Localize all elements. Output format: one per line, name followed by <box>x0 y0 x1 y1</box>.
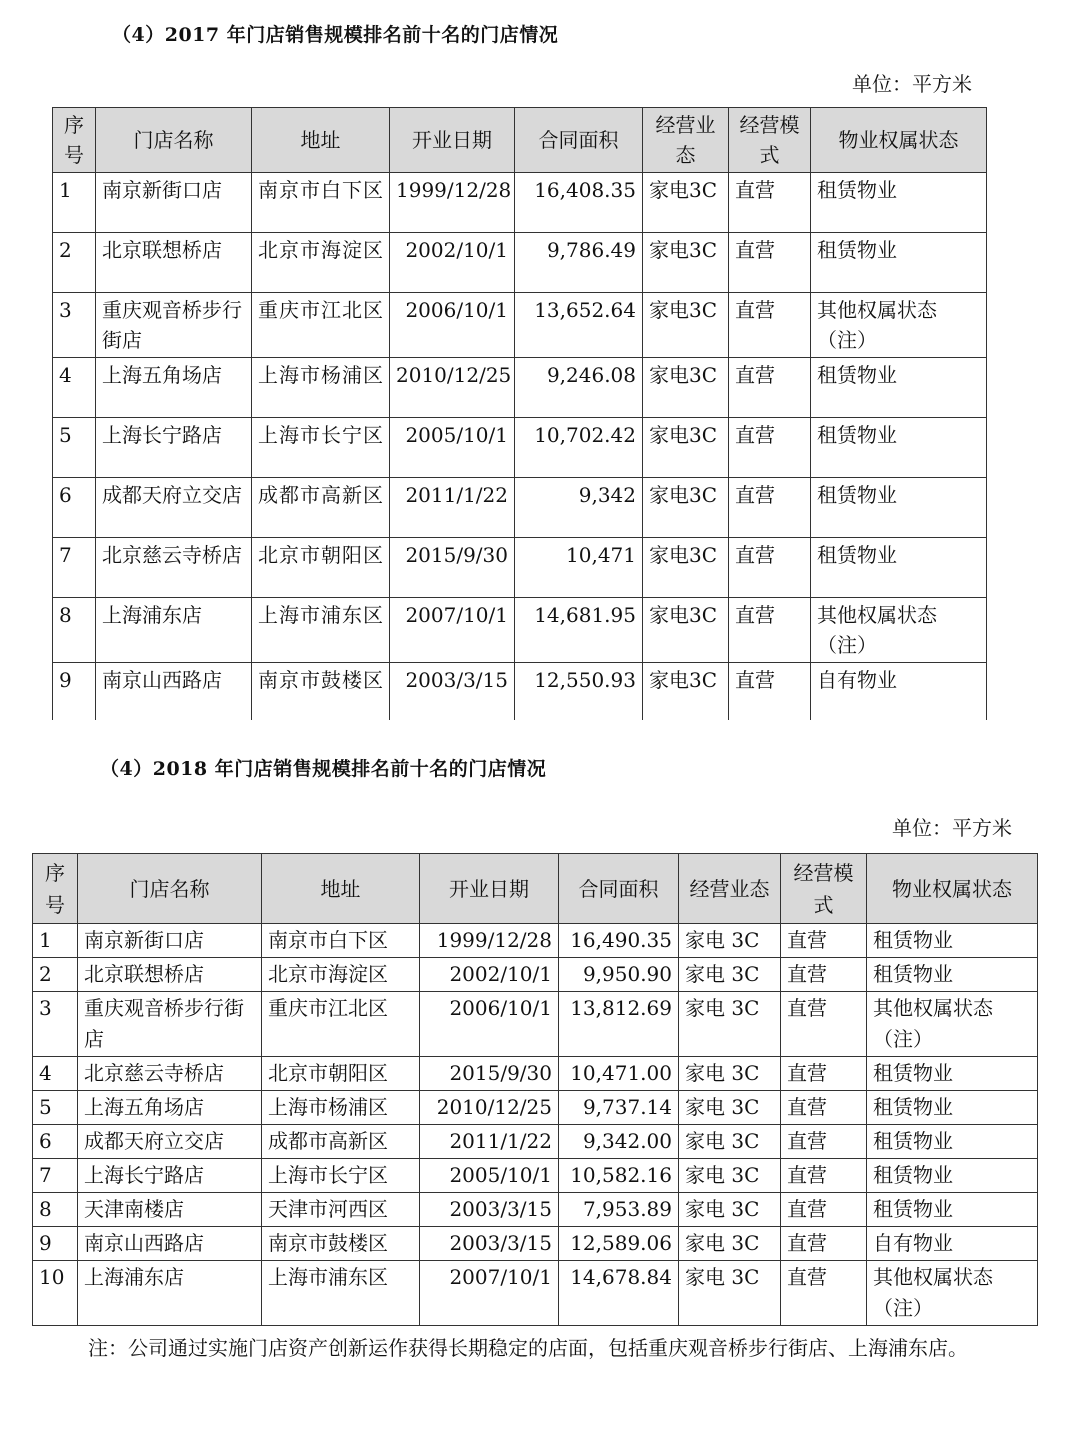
contract-area-cell: 12,550.93 <box>515 663 643 721</box>
property-status-cell: 租赁物业 <box>867 958 1038 992</box>
property-status-cell: 租赁物业 <box>867 1159 1038 1193</box>
table-row <box>53 418 987 478</box>
address-cell: 南京市白下区 <box>252 173 390 233</box>
header-cell: 合同面积 <box>559 854 679 924</box>
header-cell: 地址 <box>262 854 420 924</box>
row-number-cell: 2 <box>33 958 78 992</box>
row-number-cell: 1 <box>53 173 96 233</box>
store-name-cell: 北京联想桥店 <box>78 958 262 992</box>
table-row <box>33 1159 1038 1193</box>
contract-area-cell: 16,408.35 <box>515 173 643 233</box>
business-mode-cell: 直营 <box>729 478 811 538</box>
property-status-cell: 租赁物业 <box>867 1193 1038 1227</box>
table-row <box>53 598 987 663</box>
store-name-cell: 成都天府立交店 <box>96 478 252 538</box>
contract-area-cell: 9,950.90 <box>559 958 679 992</box>
header-cell: 开业日期 <box>420 854 559 924</box>
property-status-cell: 其他权属状态（注） <box>867 1261 1038 1326</box>
header-cell: 合同面积 <box>515 108 643 173</box>
store-name-cell: 南京新街口店 <box>96 173 252 233</box>
contract-area-cell: 9,737.14 <box>559 1091 679 1125</box>
property-status-cell: 租赁物业 <box>867 1125 1038 1159</box>
store-name-cell: 上海长宁路店 <box>78 1159 262 1193</box>
property-status-cell: 租赁物业 <box>811 538 987 598</box>
business-mode-cell: 直营 <box>781 1261 867 1326</box>
contract-area-cell: 14,678.84 <box>559 1261 679 1326</box>
open-date-cell: 2002/10/1 <box>390 233 515 293</box>
business-type-cell: 家电 3C <box>679 1159 781 1193</box>
business-mode-cell: 直营 <box>729 538 811 598</box>
table-row <box>33 1091 1038 1125</box>
store-name-cell: 北京慈云寺桥店 <box>78 1057 262 1091</box>
contract-area-cell: 7,953.89 <box>559 1193 679 1227</box>
section2-header-row <box>33 854 1038 924</box>
row-number-cell: 6 <box>53 478 96 538</box>
table-row <box>33 1227 1038 1261</box>
address-cell: 成都市高新区 <box>262 1125 420 1159</box>
property-status-cell: 自有物业 <box>867 1227 1038 1261</box>
business-mode-cell: 直营 <box>729 233 811 293</box>
contract-area-cell: 13,652.64 <box>515 293 643 358</box>
business-type-cell: 家电 3C <box>679 958 781 992</box>
business-type-cell: 家电 3C <box>679 924 781 958</box>
store-name-cell: 重庆观音桥步行街店 <box>96 293 252 358</box>
business-type-cell: 家电 3C <box>679 1057 781 1091</box>
business-mode-cell: 直营 <box>729 663 811 721</box>
open-date-cell: 2005/10/1 <box>420 1159 559 1193</box>
store-name-cell: 南京新街口店 <box>78 924 262 958</box>
table-row <box>33 924 1038 958</box>
open-date-cell: 2005/10/1 <box>390 418 515 478</box>
business-mode-cell: 直营 <box>781 1227 867 1261</box>
open-date-cell: 2006/10/1 <box>420 992 559 1057</box>
header-cell: 门店名称 <box>78 854 262 924</box>
contract-area-cell: 10,702.42 <box>515 418 643 478</box>
header-cell: 经营模式 <box>781 854 867 924</box>
contract-area-cell: 10,582.16 <box>559 1159 679 1193</box>
open-date-cell: 2003/3/15 <box>390 663 515 721</box>
open-date-cell: 2003/3/15 <box>420 1227 559 1261</box>
table-row <box>33 1193 1038 1227</box>
table-row <box>33 1261 1038 1326</box>
row-number-cell: 8 <box>33 1193 78 1227</box>
row-number-cell: 9 <box>33 1227 78 1261</box>
property-status-cell: 租赁物业 <box>811 233 987 293</box>
header-cell: 开业日期 <box>390 108 515 173</box>
business-type-cell: 家电 3C <box>679 992 781 1057</box>
header-cell: 经营业态 <box>643 108 729 173</box>
address-cell: 北京市朝阳区 <box>262 1057 420 1091</box>
business-type-cell: 家电3C <box>643 418 729 478</box>
table-row <box>53 538 987 598</box>
open-date-cell: 2010/12/25 <box>420 1091 559 1125</box>
property-status-cell: 其他权属状态（注） <box>811 293 987 358</box>
open-date-cell: 2002/10/1 <box>420 958 559 992</box>
row-number-cell: 8 <box>53 598 96 663</box>
business-mode-cell: 直营 <box>781 1091 867 1125</box>
store-name-cell: 成都天府立交店 <box>78 1125 262 1159</box>
row-number-cell: 3 <box>53 293 96 358</box>
address-cell: 重庆市江北区 <box>262 992 420 1057</box>
business-mode-cell: 直营 <box>729 598 811 663</box>
open-date-cell: 2010/12/25 <box>390 358 515 418</box>
open-date-cell: 2015/9/30 <box>420 1057 559 1091</box>
open-date-cell: 2007/10/1 <box>420 1261 559 1326</box>
property-status-cell: 租赁物业 <box>811 173 987 233</box>
section1-unit: 单位：平方米 <box>852 72 972 96</box>
header-cell: 序号 <box>33 854 78 924</box>
address-cell: 天津市河西区 <box>262 1193 420 1227</box>
open-date-cell: 2011/1/22 <box>390 478 515 538</box>
contract-area-cell: 10,471 <box>515 538 643 598</box>
business-type-cell: 家电 3C <box>679 1227 781 1261</box>
table-row <box>33 1057 1038 1091</box>
business-type-cell: 家电3C <box>643 663 729 721</box>
store-name-cell: 天津南楼店 <box>78 1193 262 1227</box>
address-cell: 上海市长宁区 <box>252 418 390 478</box>
row-number-cell: 7 <box>33 1159 78 1193</box>
contract-area-cell: 9,342 <box>515 478 643 538</box>
row-number-cell: 1 <box>33 924 78 958</box>
table-row <box>53 358 987 418</box>
property-status-cell: 其他权属状态（注） <box>811 598 987 663</box>
section1-header-row <box>53 108 987 173</box>
open-date-cell: 2015/9/30 <box>390 538 515 598</box>
store-name-cell: 上海浦东店 <box>78 1261 262 1326</box>
contract-area-cell: 9,786.49 <box>515 233 643 293</box>
contract-area-cell: 9,342.00 <box>559 1125 679 1159</box>
business-mode-cell: 直营 <box>729 358 811 418</box>
business-mode-cell: 直营 <box>781 1057 867 1091</box>
store-name-cell: 上海五角场店 <box>78 1091 262 1125</box>
row-number-cell: 5 <box>53 418 96 478</box>
address-cell: 上海市浦东区 <box>252 598 390 663</box>
business-type-cell: 家电3C <box>643 173 729 233</box>
open-date-cell: 2006/10/1 <box>390 293 515 358</box>
business-type-cell: 家电3C <box>643 478 729 538</box>
business-type-cell: 家电3C <box>643 358 729 418</box>
header-cell: 物业权属状态 <box>867 854 1038 924</box>
row-number-cell: 4 <box>53 358 96 418</box>
section1-heading: （4）2017 年门店销售规模排名前十名的门店情况 <box>112 24 559 46</box>
store-name-cell: 北京联想桥店 <box>96 233 252 293</box>
contract-area-cell: 16,490.35 <box>559 924 679 958</box>
row-number-cell: 2 <box>53 233 96 293</box>
address-cell: 成都市高新区 <box>252 478 390 538</box>
store-name-cell: 重庆观音桥步行街店 <box>78 992 262 1057</box>
contract-area-cell: 9,246.08 <box>515 358 643 418</box>
property-status-cell: 自有物业 <box>811 663 987 721</box>
row-number-cell: 9 <box>53 663 96 721</box>
header-cell: 经营模式 <box>729 108 811 173</box>
section2-unit: 单位：平方米 <box>892 816 1012 840</box>
address-cell: 上海市浦东区 <box>262 1261 420 1326</box>
section1-table-clip <box>52 107 988 720</box>
business-mode-cell: 直营 <box>781 1125 867 1159</box>
table-row <box>53 293 987 358</box>
business-type-cell: 家电 3C <box>679 1193 781 1227</box>
business-type-cell: 家电 3C <box>679 1261 781 1326</box>
business-mode-cell: 直营 <box>729 418 811 478</box>
open-date-cell: 1999/12/28 <box>420 924 559 958</box>
row-number-cell: 10 <box>33 1261 78 1326</box>
table-row <box>33 1125 1038 1159</box>
property-status-cell: 其他权属状态（注） <box>867 992 1038 1057</box>
business-type-cell: 家电 3C <box>679 1125 781 1159</box>
table-row <box>53 173 987 233</box>
header-cell: 门店名称 <box>96 108 252 173</box>
row-number-cell: 5 <box>33 1091 78 1125</box>
business-mode-cell: 直营 <box>729 293 811 358</box>
business-mode-cell: 直营 <box>781 992 867 1057</box>
open-date-cell: 2011/1/22 <box>420 1125 559 1159</box>
business-mode-cell: 直营 <box>781 1193 867 1227</box>
store-name-cell: 上海浦东店 <box>96 598 252 663</box>
section2-heading: （4）2018 年门店销售规模排名前十名的门店情况 <box>100 758 547 780</box>
open-date-cell: 2007/10/1 <box>390 598 515 663</box>
contract-area-cell: 13,812.69 <box>559 992 679 1057</box>
address-cell: 上海市杨浦区 <box>262 1091 420 1125</box>
store-name-cell: 南京山西路店 <box>96 663 252 721</box>
business-mode-cell: 直营 <box>781 924 867 958</box>
business-mode-cell: 直营 <box>781 1159 867 1193</box>
header-cell: 序号 <box>53 108 96 173</box>
business-mode-cell: 直营 <box>729 173 811 233</box>
store-name-cell: 北京慈云寺桥店 <box>96 538 252 598</box>
header-cell: 物业权属状态 <box>811 108 987 173</box>
address-cell: 南京市白下区 <box>262 924 420 958</box>
row-number-cell: 6 <box>33 1125 78 1159</box>
business-type-cell: 家电3C <box>643 233 729 293</box>
business-type-cell: 家电3C <box>643 293 729 358</box>
footnote: 注：公司通过实施门店资产创新运作获得长期稳定的店面，包括重庆观音桥步行街店、上海浦东店。 <box>88 1336 968 1360</box>
contract-area-cell: 10,471.00 <box>559 1057 679 1091</box>
business-type-cell: 家电3C <box>643 538 729 598</box>
property-status-cell: 租赁物业 <box>811 418 987 478</box>
address-cell: 北京市朝阳区 <box>252 538 390 598</box>
store-name-cell: 南京山西路店 <box>78 1227 262 1261</box>
contract-area-cell: 12,589.06 <box>559 1227 679 1261</box>
contract-area-cell: 14,681.95 <box>515 598 643 663</box>
address-cell: 上海市杨浦区 <box>252 358 390 418</box>
table-row <box>33 958 1038 992</box>
address-cell: 南京市鼓楼区 <box>262 1227 420 1261</box>
business-type-cell: 家电3C <box>643 598 729 663</box>
row-number-cell: 3 <box>33 992 78 1057</box>
store-name-cell: 上海五角场店 <box>96 358 252 418</box>
business-type-cell: 家电 3C <box>679 1091 781 1125</box>
row-number-cell: 7 <box>53 538 96 598</box>
table-row <box>53 233 987 293</box>
address-cell: 北京市海淀区 <box>252 233 390 293</box>
section2-table <box>32 853 1038 1326</box>
table-row <box>53 478 987 538</box>
address-cell: 重庆市江北区 <box>252 293 390 358</box>
table-row <box>33 992 1038 1057</box>
address-cell: 南京市鼓楼区 <box>252 663 390 721</box>
business-mode-cell: 直营 <box>781 958 867 992</box>
address-cell: 上海市长宁区 <box>262 1159 420 1193</box>
open-date-cell: 1999/12/28 <box>390 173 515 233</box>
header-cell: 经营业态 <box>679 854 781 924</box>
store-name-cell: 上海长宁路店 <box>96 418 252 478</box>
section1-table <box>52 107 987 720</box>
row-number-cell: 4 <box>33 1057 78 1091</box>
property-status-cell: 租赁物业 <box>867 924 1038 958</box>
property-status-cell: 租赁物业 <box>867 1091 1038 1125</box>
address-cell: 北京市海淀区 <box>262 958 420 992</box>
table-row <box>53 663 987 721</box>
header-cell: 地址 <box>252 108 390 173</box>
property-status-cell: 租赁物业 <box>811 358 987 418</box>
open-date-cell: 2003/3/15 <box>420 1193 559 1227</box>
property-status-cell: 租赁物业 <box>811 478 987 538</box>
property-status-cell: 租赁物业 <box>867 1057 1038 1091</box>
